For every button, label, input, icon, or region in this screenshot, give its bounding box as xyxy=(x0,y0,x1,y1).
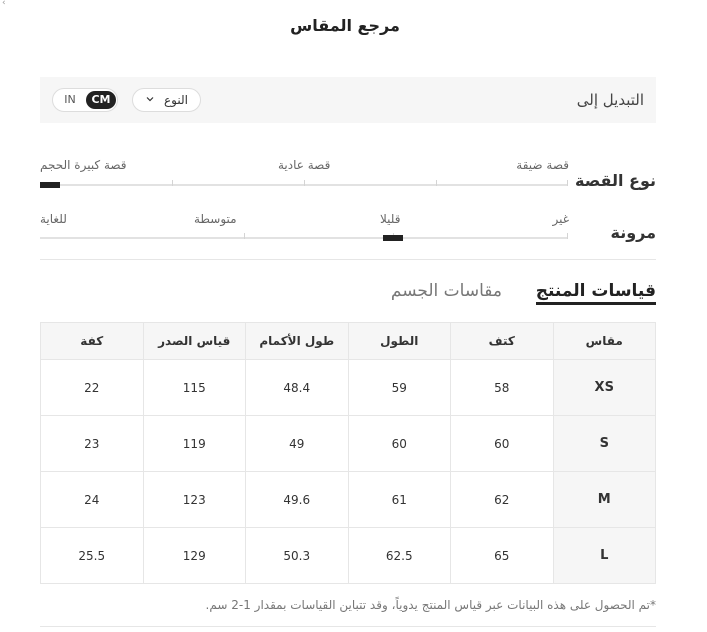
section-divider xyxy=(40,259,656,260)
cell-length: 62.5 xyxy=(348,528,451,584)
fit-option-slim: قصة ضيقة xyxy=(516,158,569,172)
stretch-marker xyxy=(383,235,403,241)
stretch-tick xyxy=(244,233,245,239)
cell-bust: 119 xyxy=(143,416,246,472)
fit-marker xyxy=(40,182,60,188)
fit-track xyxy=(40,184,568,186)
cell-bust: 123 xyxy=(143,472,246,528)
stretch-track xyxy=(40,237,568,239)
stretch-tick xyxy=(567,233,568,239)
type-select[interactable] xyxy=(132,88,201,112)
cell-length: 61 xyxy=(348,472,451,528)
stretch-option-slight: قليلا xyxy=(380,212,401,226)
fit-tick xyxy=(304,180,305,186)
page-title: مرجع المقاس xyxy=(290,16,400,35)
cell-size: S xyxy=(553,416,656,472)
fit-label: نوع القصة xyxy=(574,171,656,190)
size-table xyxy=(40,322,656,584)
unit-in-option[interactable]: IN xyxy=(64,93,76,106)
stretch-option-high: للغاية xyxy=(40,212,67,226)
cell-sleeve: 50.3 xyxy=(246,528,349,584)
cell-bust: 129 xyxy=(143,528,246,584)
unit-cm-option[interactable]: CM xyxy=(86,91,116,109)
fit-tick xyxy=(567,180,568,186)
unit-switch-bar xyxy=(40,77,656,123)
type-select-label: النوع xyxy=(164,93,188,107)
cell-length: 60 xyxy=(348,416,451,472)
header-length: الطول xyxy=(348,323,451,360)
header-shoulder: كتف xyxy=(451,323,554,360)
table-header-row xyxy=(41,323,656,360)
unit-toggle[interactable] xyxy=(52,88,118,112)
header-sleeve-length: طول الأكمام xyxy=(246,323,349,360)
cell-size: M xyxy=(553,472,656,528)
fit-option-oversized: قصة كبيرة الحجم xyxy=(40,158,127,172)
header-size: مقاس xyxy=(553,323,656,360)
switch-label: التبديل إلى xyxy=(576,91,644,109)
table-row xyxy=(41,472,656,528)
cell-sleeve: 49 xyxy=(246,416,349,472)
table-row xyxy=(41,416,656,472)
measurement-note: *تم الحصول على هذه البيانات عبر قياس المنتج يدوياً، وقد تتباين القياسات بمقدار 1-2 سم. xyxy=(205,598,656,612)
header-cuff: كفة xyxy=(41,323,144,360)
cell-shoulder: 62 xyxy=(451,472,554,528)
chevron-down-icon xyxy=(146,95,154,103)
cell-size: XS xyxy=(553,360,656,416)
cell-shoulder: 60 xyxy=(451,416,554,472)
cell-shoulder: 65 xyxy=(451,528,554,584)
cell-cuff: 22 xyxy=(41,360,144,416)
cell-cuff: 25.5 xyxy=(41,528,144,584)
corner-arrow-icon: ‹ xyxy=(2,0,6,8)
stretch-label: مرونة xyxy=(610,223,656,242)
stretch-option-none: غير xyxy=(552,212,569,226)
bottom-divider xyxy=(40,626,656,627)
cell-size: L xyxy=(553,528,656,584)
fit-option-regular: قصة عادية xyxy=(278,158,331,172)
table-row xyxy=(41,528,656,584)
cell-bust: 115 xyxy=(143,360,246,416)
fit-tick xyxy=(436,180,437,186)
cell-sleeve: 49.6 xyxy=(246,472,349,528)
tab-body-measurements[interactable]: مقاسات الجسم xyxy=(390,281,502,301)
header-bust: قياس الصدر xyxy=(143,323,246,360)
cell-cuff: 23 xyxy=(41,416,144,472)
cell-shoulder: 58 xyxy=(451,360,554,416)
tab-product-measurements[interactable]: قياسات المنتج xyxy=(536,281,656,305)
table-row xyxy=(41,360,656,416)
cell-cuff: 24 xyxy=(41,472,144,528)
fit-tick xyxy=(172,180,173,186)
stretch-option-medium: متوسطة xyxy=(194,212,237,226)
cell-length: 59 xyxy=(348,360,451,416)
cell-sleeve: 48.4 xyxy=(246,360,349,416)
